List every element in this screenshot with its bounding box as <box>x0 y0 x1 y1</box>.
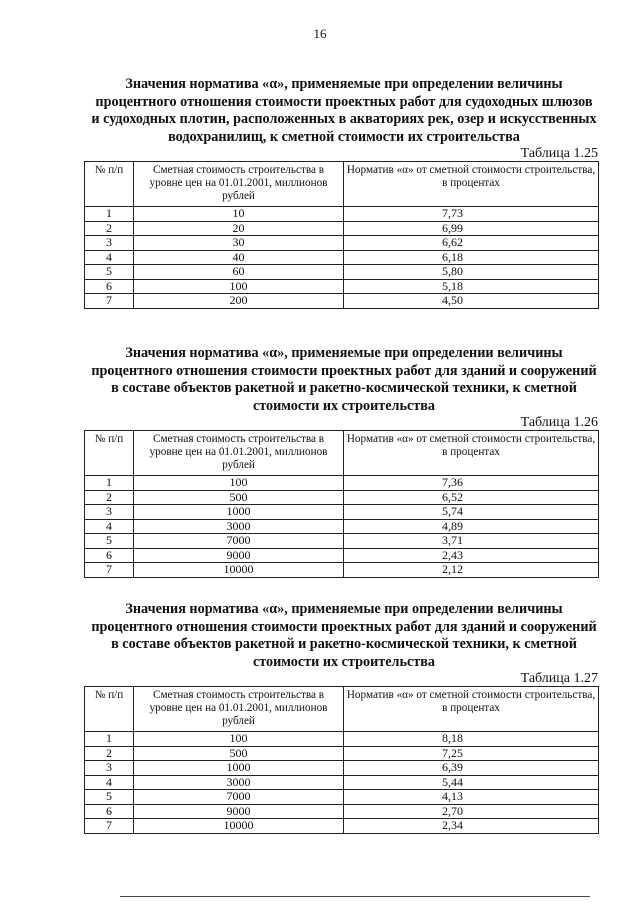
cell-number: 3 <box>85 505 134 520</box>
cell-norm: 3,71 <box>344 534 599 549</box>
cell-norm: 8,18 <box>344 732 599 747</box>
cell-cost: 10000 <box>134 563 344 578</box>
cell-number: 4 <box>85 250 134 265</box>
table-row <box>85 519 599 534</box>
header-norm: Норматив «α» от сметной стоимости строительства, в процентах <box>344 431 599 476</box>
table-row <box>85 732 599 747</box>
cell-number: 7 <box>85 563 134 578</box>
table-row <box>85 505 599 520</box>
cell-number: 7 <box>85 819 134 834</box>
cell-number: 2 <box>85 221 134 236</box>
cell-cost: 1000 <box>134 505 344 520</box>
cell-norm: 5,74 <box>344 505 599 520</box>
cell-number: 3 <box>85 761 134 776</box>
cell-norm: 4,89 <box>344 519 599 534</box>
cell-norm: 4,13 <box>344 790 599 805</box>
cell-cost: 9000 <box>134 548 344 563</box>
header-number: № п/п <box>85 162 134 207</box>
table-row <box>85 790 599 805</box>
cell-number: 1 <box>85 207 134 222</box>
cell-number: 3 <box>85 236 134 251</box>
table-row <box>85 207 599 222</box>
table-row <box>85 761 599 776</box>
cell-norm: 5,18 <box>344 279 599 294</box>
cell-cost: 40 <box>134 250 344 265</box>
cell-cost: 3000 <box>134 775 344 790</box>
cell-cost: 3000 <box>134 519 344 534</box>
header-norm: Норматив «α» от сметной стоимости строительства, в процентах <box>344 162 599 207</box>
table-row <box>85 563 599 578</box>
cell-norm: 7,73 <box>344 207 599 222</box>
section-table-1-25 <box>84 76 598 309</box>
cell-norm: 2,34 <box>344 819 599 834</box>
cell-number: 5 <box>85 265 134 280</box>
cell-number: 6 <box>85 279 134 294</box>
table-row <box>85 819 599 834</box>
table-row <box>85 804 599 819</box>
header-cost: Сметная стоимость строительства в уровне цен на 01.01.2001, миллионов рублей <box>134 431 344 476</box>
table-heading: Значения норматива «α», применяемые при определении величины процентного отношения стоимости проектных работ для зданий и сооружений в составе объектов ракетной и ракетно-космической техники, к сметной стоимости их строительства <box>91 601 597 670</box>
table-caption: Таблица 1.25 <box>520 146 598 161</box>
cell-norm: 5,80 <box>344 265 599 280</box>
cell-norm: 6,39 <box>344 761 599 776</box>
cell-number: 2 <box>85 490 134 505</box>
cell-cost: 500 <box>134 490 344 505</box>
cell-cost: 60 <box>134 265 344 280</box>
cell-cost: 100 <box>134 476 344 491</box>
cell-number: 4 <box>85 775 134 790</box>
cell-norm: 5,44 <box>344 775 599 790</box>
cell-norm: 2,43 <box>344 548 599 563</box>
cell-cost: 1000 <box>134 761 344 776</box>
table-row <box>85 746 599 761</box>
table-header-row <box>85 431 599 476</box>
header-cost: Сметная стоимость строительства в уровне цен на 01.01.2001, миллионов рублей <box>134 687 344 732</box>
cell-norm: 7,36 <box>344 476 599 491</box>
table-row <box>85 775 599 790</box>
table-caption: Таблица 1.27 <box>520 671 598 686</box>
cell-norm: 2,12 <box>344 563 599 578</box>
cell-cost: 9000 <box>134 804 344 819</box>
cell-cost: 20 <box>134 221 344 236</box>
table-header-row <box>85 162 599 207</box>
table-row <box>85 279 599 294</box>
cell-number: 1 <box>85 476 134 491</box>
data-table <box>84 686 599 834</box>
cell-number: 2 <box>85 746 134 761</box>
cell-number: 5 <box>85 534 134 549</box>
table-row <box>85 236 599 251</box>
table-row <box>85 490 599 505</box>
cell-norm: 6,52 <box>344 490 599 505</box>
cell-cost: 30 <box>134 236 344 251</box>
table-row <box>85 476 599 491</box>
cell-cost: 7000 <box>134 534 344 549</box>
header-number: № п/п <box>85 687 134 732</box>
cell-number: 6 <box>85 548 134 563</box>
cell-cost: 200 <box>134 294 344 309</box>
table-row <box>85 534 599 549</box>
footer-divider <box>120 896 590 897</box>
table-row <box>85 294 599 309</box>
cell-cost: 100 <box>134 279 344 294</box>
cell-number: 4 <box>85 519 134 534</box>
cell-number: 7 <box>85 294 134 309</box>
header-cost: Сметная стоимость строительства в уровне цен на 01.01.2001, миллионов рублей <box>134 162 344 207</box>
cell-cost: 500 <box>134 746 344 761</box>
cell-cost: 100 <box>134 732 344 747</box>
data-table <box>84 430 599 578</box>
header-number: № п/п <box>85 431 134 476</box>
cell-norm: 7,25 <box>344 746 599 761</box>
table-row <box>85 250 599 265</box>
cell-norm: 4,50 <box>344 294 599 309</box>
table-header-row <box>85 687 599 732</box>
cell-norm: 6,62 <box>344 236 599 251</box>
cell-norm: 6,99 <box>344 221 599 236</box>
cell-number: 6 <box>85 804 134 819</box>
data-table <box>84 161 599 309</box>
page-number: 16 <box>313 26 327 41</box>
table-caption: Таблица 1.26 <box>520 415 598 430</box>
cell-cost: 10000 <box>134 819 344 834</box>
table-row <box>85 221 599 236</box>
cell-norm: 6,18 <box>344 250 599 265</box>
cell-cost: 7000 <box>134 790 344 805</box>
section-table-1-27 <box>84 601 598 834</box>
table-heading: Значения норматива «α», применяемые при определении величины процентного отношения стоимости проектных работ для судоходных шлюзов и судоходных плотин, расположенных в акваториях рек, озер и искусственных водохранилищ, к сметной стоимости их строительства <box>91 76 597 145</box>
section-table-1-26 <box>84 345 598 578</box>
cell-number: 1 <box>85 732 134 747</box>
table-row <box>85 548 599 563</box>
table-heading: Значения норматива «α», применяемые при определении величины процентного отношения стоимости проектных работ для зданий и сооружений в составе объектов ракетной и ракетно-космической техники, к сметной стоимости их строительства <box>91 345 597 414</box>
cell-norm: 2,70 <box>344 804 599 819</box>
cell-number: 5 <box>85 790 134 805</box>
table-row <box>85 265 599 280</box>
header-norm: Норматив «α» от сметной стоимости строительства, в процентах <box>344 687 599 732</box>
cell-cost: 10 <box>134 207 344 222</box>
